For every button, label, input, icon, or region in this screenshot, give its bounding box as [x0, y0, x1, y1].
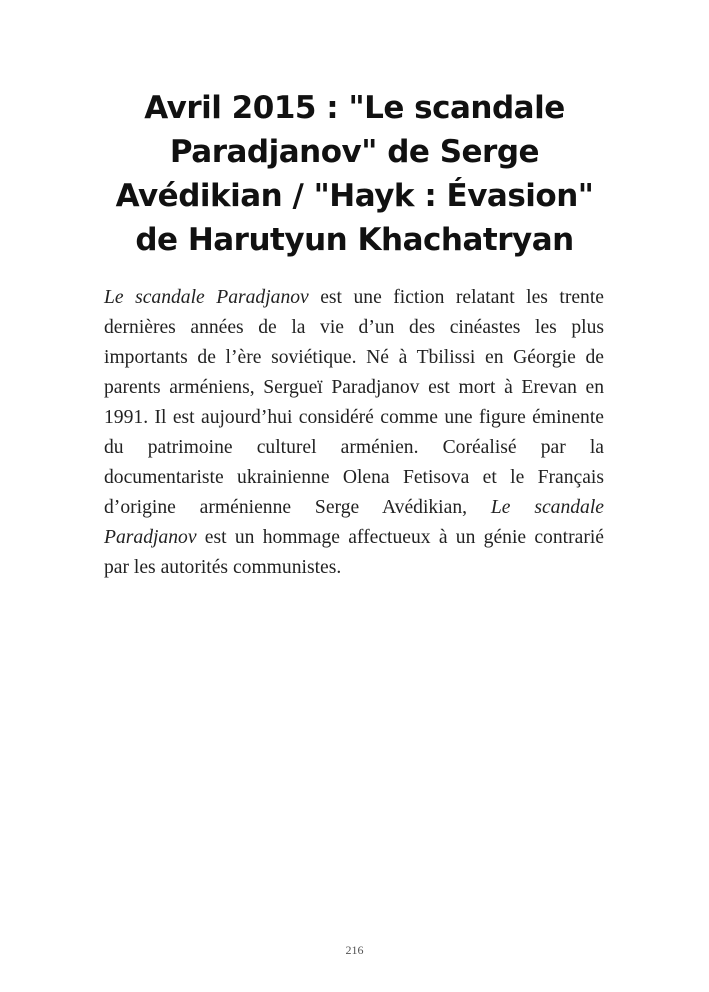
paragraph-text-end: est un hommage affectueux à un génie contrarié par les autorités communistes.: [104, 527, 604, 578]
body-paragraph: [104, 283, 604, 583]
title-line-4: de Harutyun Khachatryan: [135, 222, 574, 258]
title-line-1: Avril 2015 : "Le scandale: [144, 90, 565, 126]
film-title-italic: Le scandale Paradjanov: [104, 287, 309, 308]
title-line-2: Paradjanov" de Serge: [169, 134, 540, 170]
paragraph-text: est une fiction relatant les trente dernières années de la vie d’un des cinéastes les plus importants de l’ère soviétique. Né à Tbilissi en Géorgie de parents arméniens, Sergueï Paradjanov est mort à Erevan en 1991. Il est aujourd’hui considéré comme une figure éminente du patrimoine culturel arménien. Coréalisé par la documentariste ukrainienne Olena Fetisova et le Français d’origine arménienne Serge Avédikian,: [104, 287, 604, 518]
film-title-italic-repeat: Le scandale Paradjanov: [104, 497, 604, 548]
page-number: 216: [345, 943, 364, 957]
title-line-3: Avédikian / "Hayk : Évasion": [115, 178, 594, 214]
page-title: [90, 86, 619, 262]
